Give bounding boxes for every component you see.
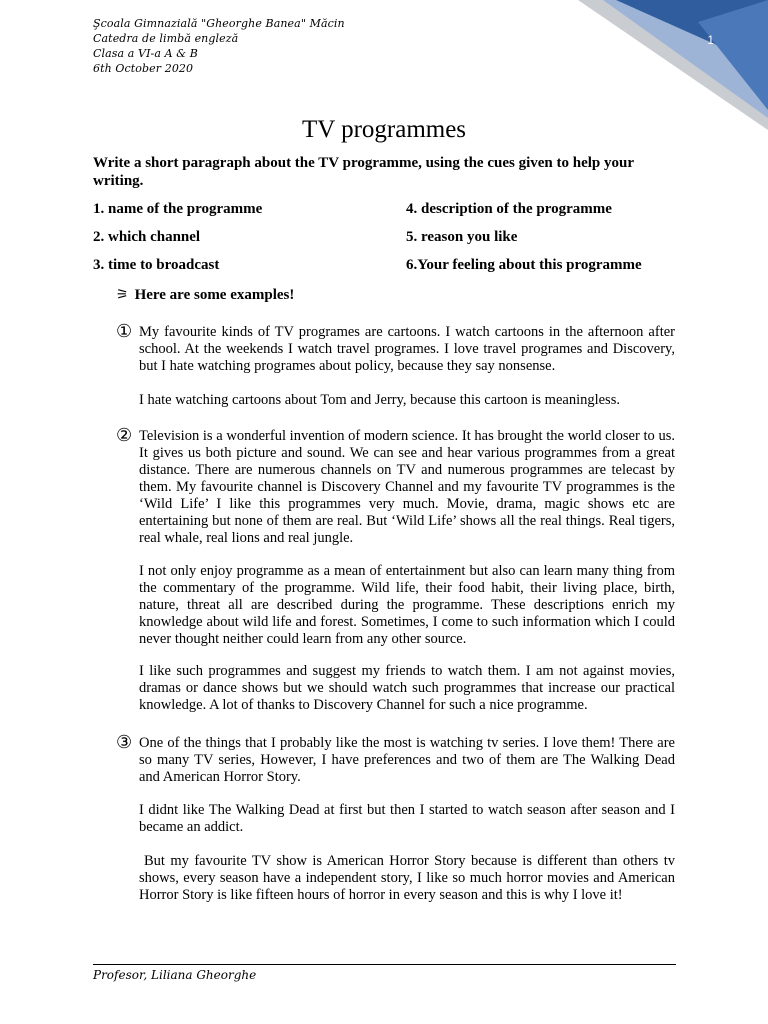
teacher-name: Profesor, Liliana Gheorghe (93, 968, 257, 982)
cue-item: 1. name of the programme (93, 201, 263, 217)
school-header (93, 16, 513, 76)
examples-heading (116, 286, 294, 305)
example-1-paragraph-1: My favourite kinds of TV programes are cartoons. I watch cartoons in the afternoon after school. At the weekends I watch travel programes. I love travel programes and Discovery, but I hate watching programes about policy, because they say nonsense. (139, 324, 675, 374)
page-title: TV programmes (301, 116, 467, 143)
example-3-paragraph-2: I didnt like The Walking Dead at first but then I started to watch season after season and I became an addict. (139, 802, 675, 835)
cue-item: 6.Your feeling about this programme (406, 257, 642, 273)
instructions: Write a short paragraph about the TV programme, using the cues given to help your writing. (93, 155, 634, 189)
example-3-paragraph-3: But my favourite TV show is American Horror Story because is different than others tv shows, every season have a independent story, I like so much horror movies and American Horror Story is like fifteen hours of horror in every season and this is why I love it! (139, 853, 675, 903)
cue-item: 3. time to broadcast (93, 257, 220, 273)
example-2-paragraph-1: Television is a wonderful invention of modern science. It has brought the world closer to us. It gives us both picture and sound. We can see and hear various programmes from a great distance. There are numerous channels on TV and numerous programmes are telecast by them. My favourite channel is Discovery Channel and my favourite TV programmes is the ‘Wild Life’ I like this programmes very much. Movie, drama, magic shows etc are entertaining but none of them are real. But ‘Wild Life’ shows all the real things. Real tigers, real whale, real lions and real jungle. (139, 428, 675, 546)
example-number-2: ② (116, 425, 133, 445)
class-name: Clasa a VI-a A & B (93, 47, 198, 60)
example-3-paragraph-1: One of the things that I probably like the most is watching tv series. I love them! There are so many TV series, However, I have preferences and two of them are The Walking Dead and American Horror Story. (139, 735, 675, 785)
cue-item: 4. description of the programme (406, 201, 612, 217)
cue-row (93, 200, 693, 228)
example-number-3: ③ (116, 732, 133, 752)
example-1-paragraph-2: I hate watching cartoons about Tom and Jerry, because this cartoon is meaningless. (139, 392, 620, 408)
page-number: 1 (707, 33, 714, 47)
example-number-1: ① (116, 321, 133, 341)
footer-divider (93, 964, 676, 965)
date: 6th October 2020 (93, 62, 194, 75)
cue-item: 2. which channel (93, 229, 201, 245)
school-name: Şcoala Gimnazială "Gheorghe Banea" Măcin (93, 17, 345, 30)
cue-row (93, 228, 693, 256)
fleuron-bullet-icon: ⚞ (116, 288, 129, 303)
examples-heading-text: Here are some examples! (134, 287, 295, 303)
example-2-paragraph-2: I not only enjoy programme as a mean of entertainment but also can learn many thing from the commentary of the programme. Wild life, their food habit, their living place, birth, nature, threat all are described during the programme. These descriptions enrich my knowledge about wild life and forest. Sometimes, I come to such information which I could never thought neither could learn from any other source. (139, 563, 675, 647)
department: Catedra de limbă engleză (93, 32, 239, 45)
cue-item: 5. reason you like (406, 229, 518, 245)
cue-row (93, 256, 693, 284)
corner-decoration (578, 0, 768, 130)
example-2-paragraph-3: I like such programmes and suggest my friends to watch them. I am not against movies, dramas or dance shows but we should watch such programmes that increase our practical knowledge. A lot of thanks to Discovery Channel for such a nice programme. (139, 663, 675, 713)
cue-list (93, 200, 693, 284)
